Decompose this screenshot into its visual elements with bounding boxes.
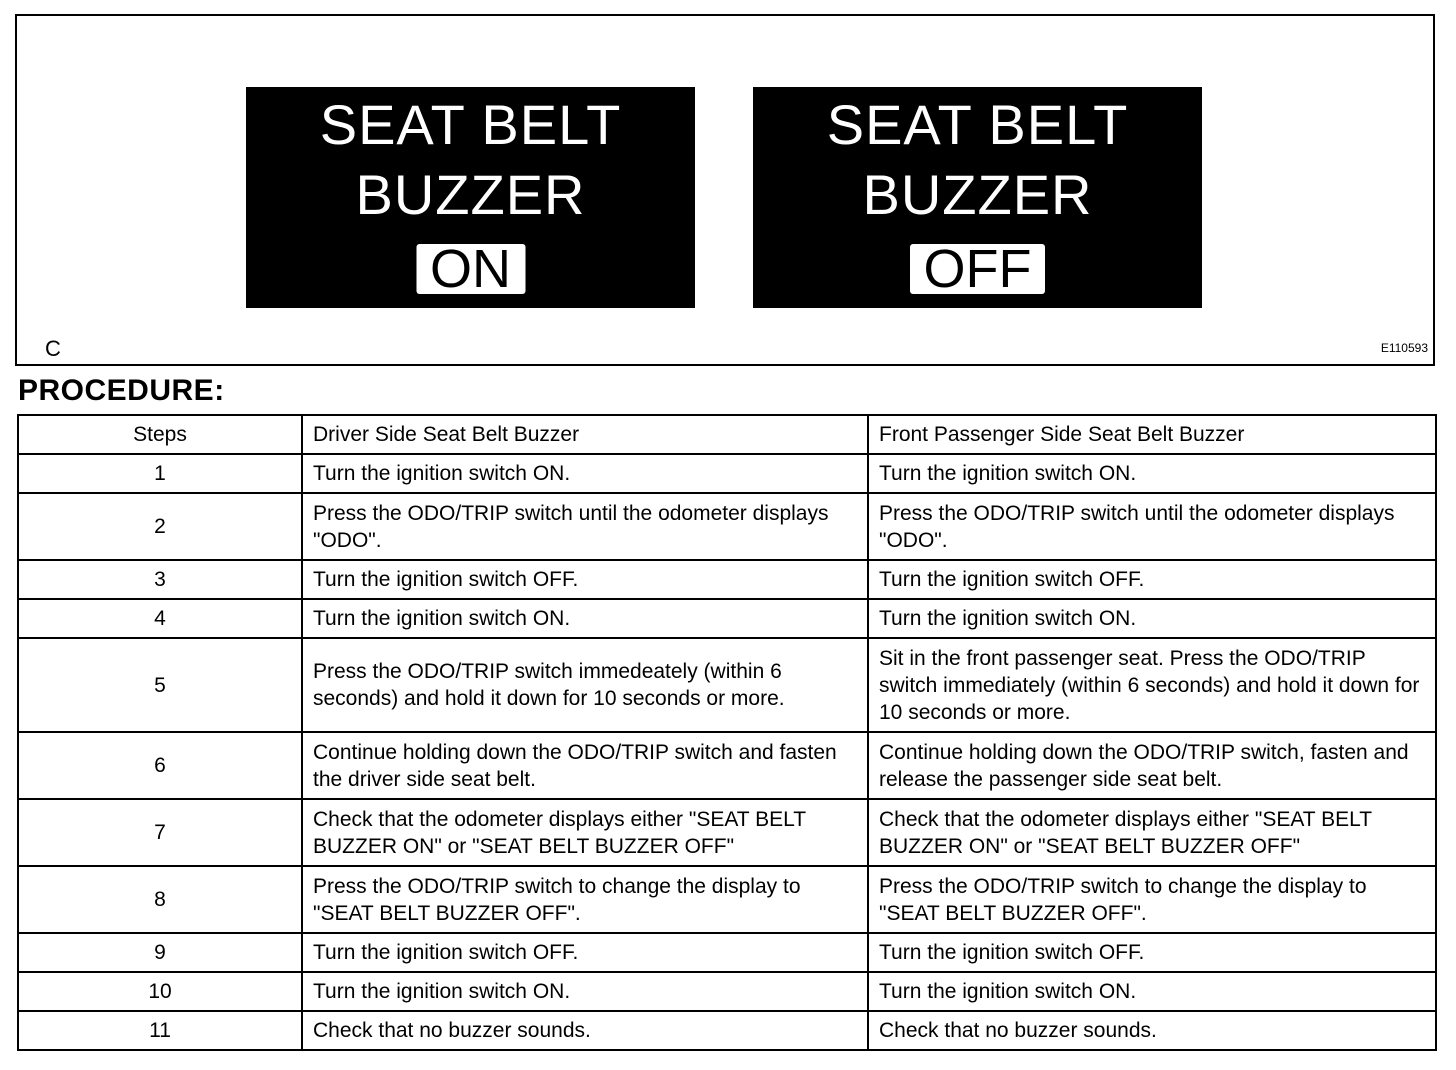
step-number: 4 [18, 599, 302, 638]
table-row [18, 732, 1436, 799]
display-state-off: OFF [910, 244, 1046, 294]
step-number: 11 [18, 1011, 302, 1050]
step-number: 10 [18, 972, 302, 1011]
illustration-frame [15, 14, 1435, 366]
display-line-1: SEAT BELT [319, 93, 622, 156]
driver-instruction: Turn the ignition switch ON. [302, 454, 868, 493]
table-row [18, 933, 1436, 972]
seat-belt-buzzer-on-display [246, 87, 695, 308]
display-line-2: BUZZER [355, 163, 586, 226]
step-number: 3 [18, 560, 302, 599]
step-number: 6 [18, 732, 302, 799]
display-state-on: ON [416, 244, 525, 294]
driver-instruction: Turn the ignition switch ON. [302, 599, 868, 638]
passenger-instruction: Turn the ignition switch OFF. [868, 560, 1436, 599]
driver-instruction: Check that no buzzer sounds. [302, 1011, 868, 1050]
seat-belt-buzzer-off-display [753, 87, 1202, 308]
driver-instruction: Continue holding down the ODO/TRIP switch and fasten the driver side seat belt. [302, 732, 868, 799]
table-row [18, 638, 1436, 732]
passenger-instruction: Turn the ignition switch ON. [868, 972, 1436, 1011]
header-passenger: Front Passenger Side Seat Belt Buzzer [868, 415, 1436, 454]
step-number: 8 [18, 866, 302, 933]
table-row [18, 560, 1436, 599]
header-steps: Steps [18, 415, 302, 454]
step-number: 5 [18, 638, 302, 732]
step-number: 7 [18, 799, 302, 866]
driver-instruction: Press the ODO/TRIP switch to change the display to "SEAT BELT BUZZER OFF". [302, 866, 868, 933]
passenger-instruction: Turn the ignition switch ON. [868, 599, 1436, 638]
driver-instruction: Press the ODO/TRIP switch immedeately (within 6 seconds) and hold it down for 10 seconds or more. [302, 638, 868, 732]
driver-instruction: Press the ODO/TRIP switch until the odometer displays "ODO". [302, 493, 868, 560]
passenger-instruction: Turn the ignition switch ON. [868, 454, 1436, 493]
driver-instruction: Check that the odometer displays either "SEAT BELT BUZZER ON" or "SEAT BELT BUZZER OFF" [302, 799, 868, 866]
driver-instruction: Turn the ignition switch ON. [302, 972, 868, 1011]
procedure-table [17, 414, 1437, 1051]
table-row [18, 1011, 1436, 1050]
display-line-2: BUZZER [862, 163, 1093, 226]
table-row [18, 599, 1436, 638]
passenger-instruction: Turn the ignition switch OFF. [868, 933, 1436, 972]
step-number: 2 [18, 493, 302, 560]
table-row [18, 972, 1436, 1011]
passenger-instruction: Check that the odometer displays either "SEAT BELT BUZZER ON" or "SEAT BELT BUZZER OFF" [868, 799, 1436, 866]
driver-instruction: Turn the ignition switch OFF. [302, 933, 868, 972]
procedure-heading: PROCEDURE: [18, 374, 225, 407]
table-row [18, 454, 1436, 493]
passenger-instruction: Check that no buzzer sounds. [868, 1011, 1436, 1050]
passenger-instruction: Press the ODO/TRIP switch to change the display to "SEAT BELT BUZZER OFF". [868, 866, 1436, 933]
header-driver: Driver Side Seat Belt Buzzer [302, 415, 868, 454]
table-row [18, 799, 1436, 866]
passenger-instruction: Sit in the front passenger seat. Press the ODO/TRIP switch immediately (within 6 seconds) and hold it down for 10 seconds or more. [868, 638, 1436, 732]
table-row [18, 866, 1436, 933]
driver-instruction: Turn the ignition switch OFF. [302, 560, 868, 599]
table-row [18, 493, 1436, 560]
figure-corner-label: C [45, 336, 61, 361]
figure-code: E110593 [1380, 341, 1428, 355]
display-line-1: SEAT BELT [826, 93, 1129, 156]
step-number: 1 [18, 454, 302, 493]
step-number: 9 [18, 933, 302, 972]
passenger-instruction: Continue holding down the ODO/TRIP switch, fasten and release the passenger side seat belt. [868, 732, 1436, 799]
table-header-row [18, 415, 1436, 454]
passenger-instruction: Press the ODO/TRIP switch until the odometer displays "ODO". [868, 493, 1436, 560]
